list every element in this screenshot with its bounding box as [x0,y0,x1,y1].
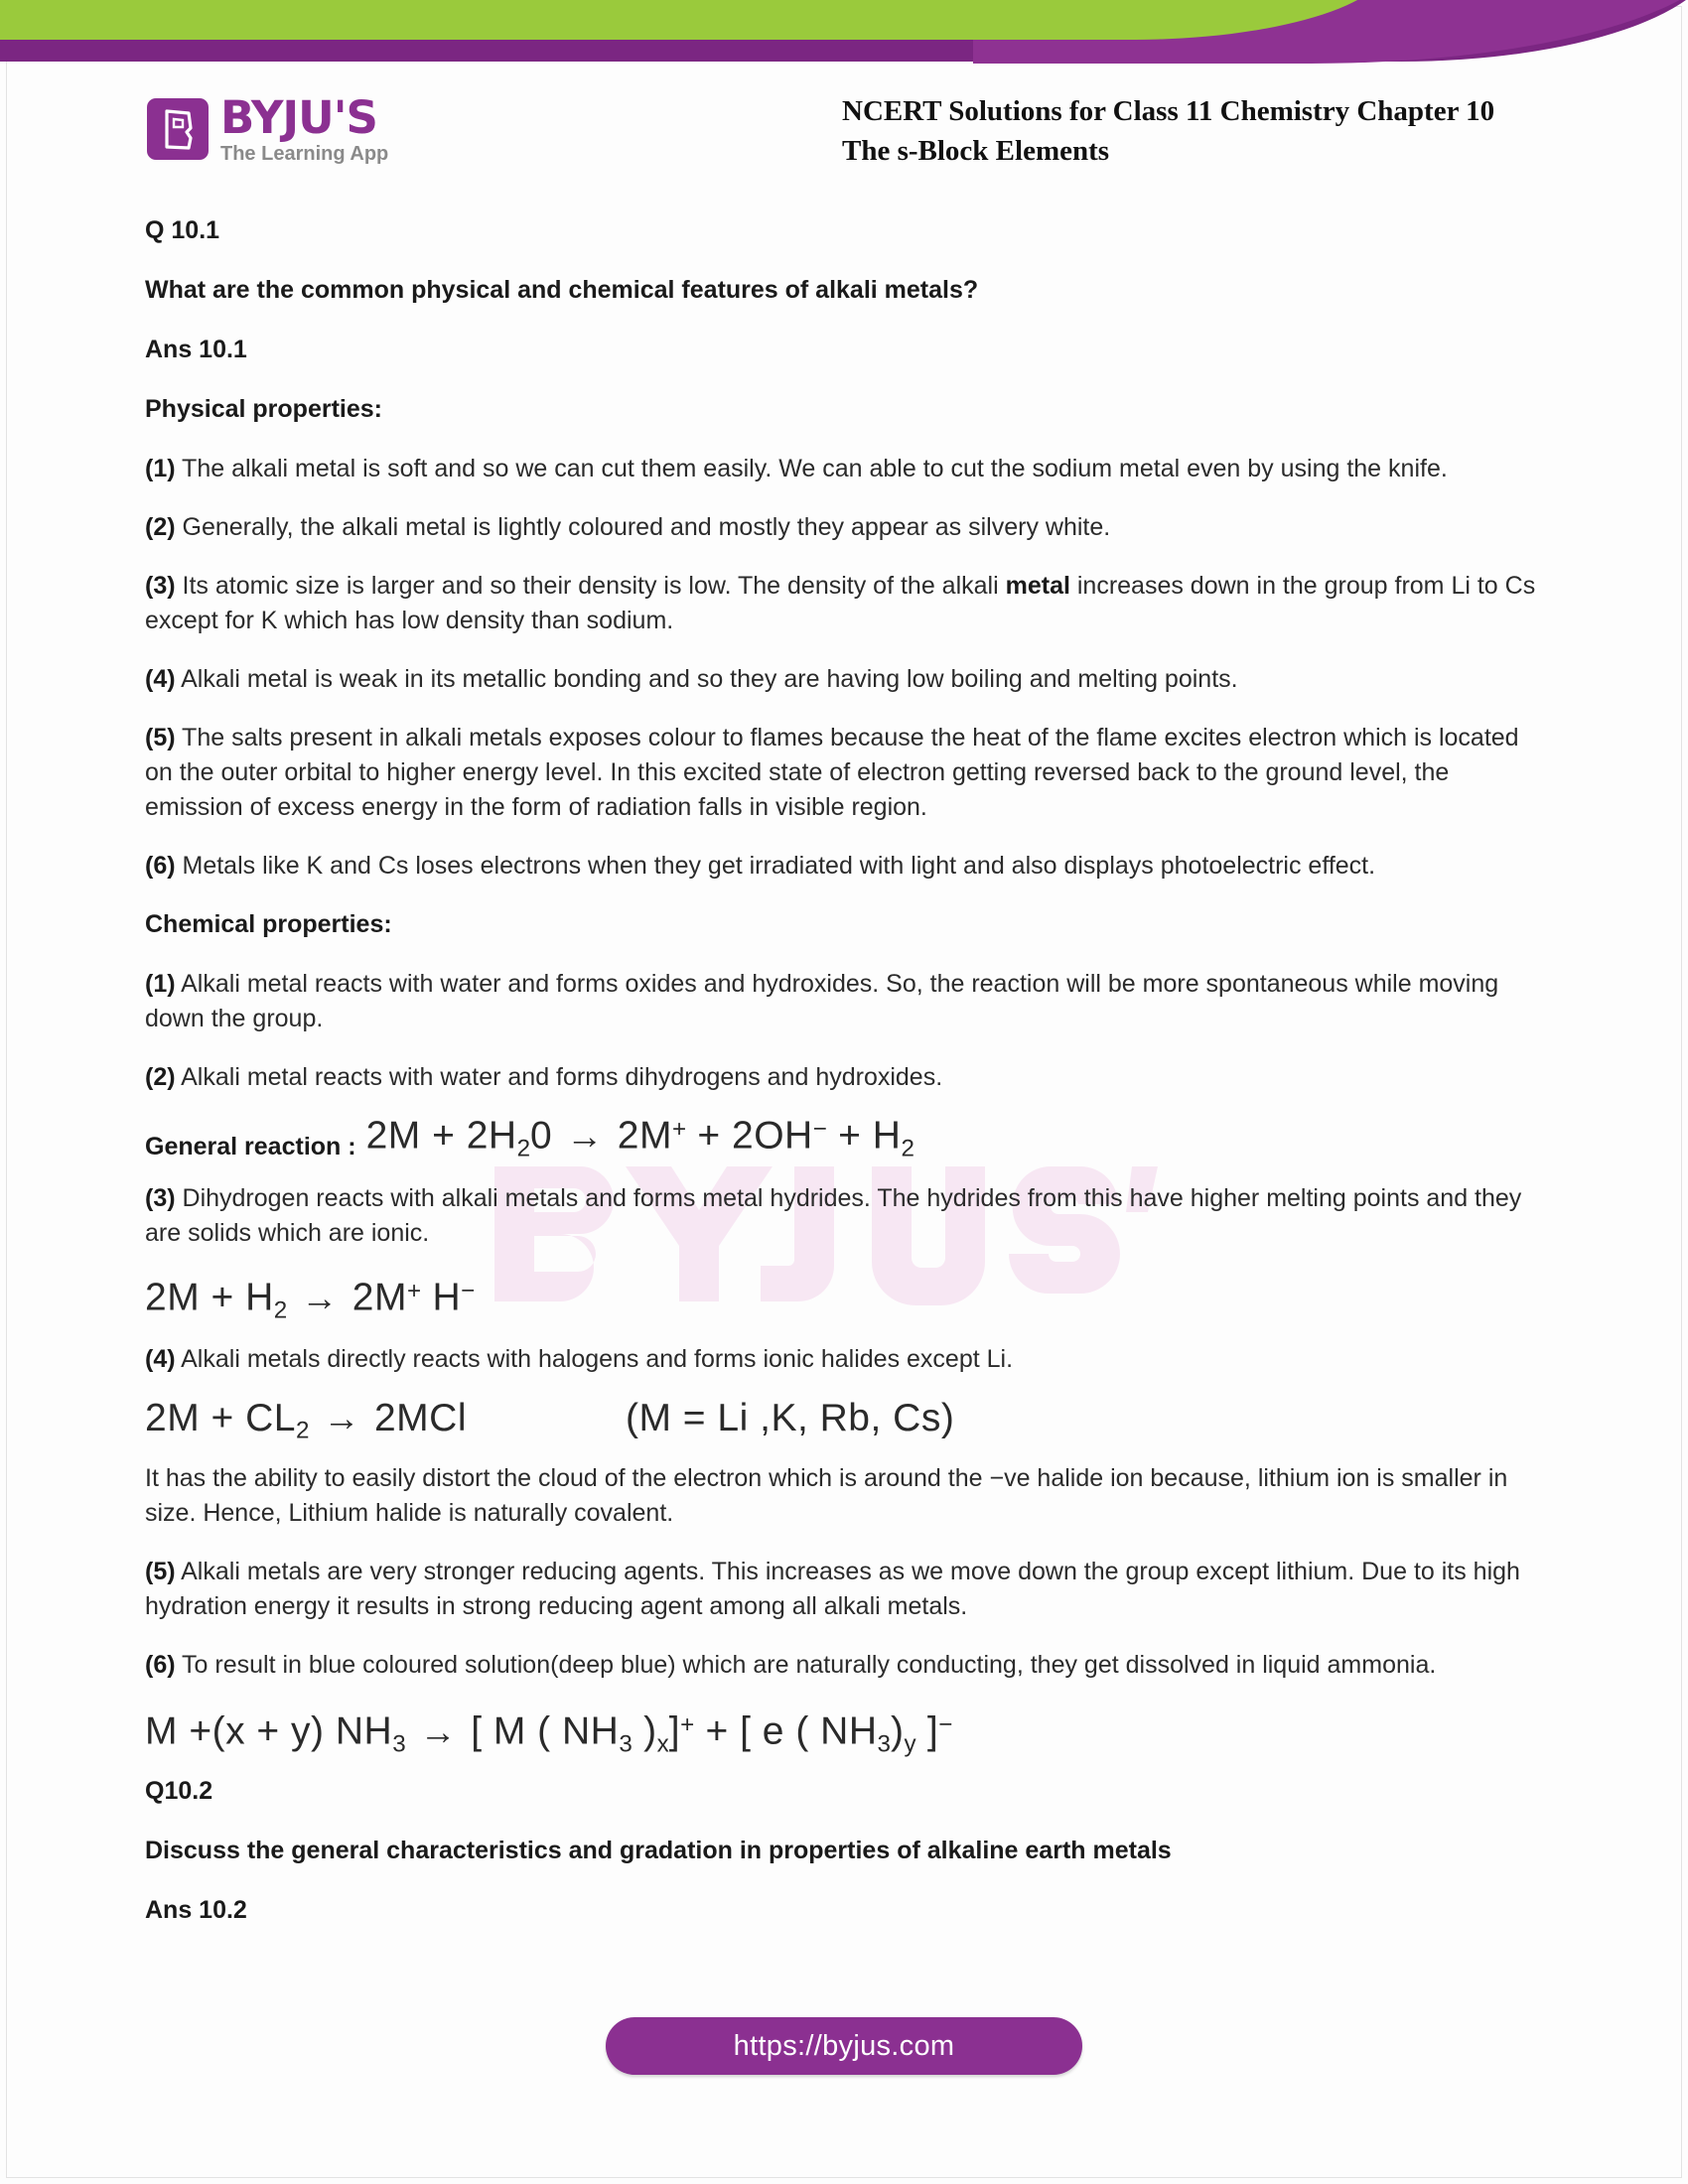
general-reaction-row [145,1111,1545,1179]
equation-hydride-lhs: 2M + H [145,1276,274,1319]
answer-2-number: Ans 10.2 [145,1895,247,1924]
equation-halide-arrow: → [323,1396,360,1438]
equation-hydride-lhs-sub: 2 [273,1297,288,1324]
equation-ammonia-rhs1-sub: 3 [619,1730,633,1758]
byjus-logo-mark-icon [147,98,209,160]
equation-ammonia-rhs1: [ M ( NH [471,1709,620,1753]
equation-water-rhs3-sub: 2 [901,1135,914,1162]
answer-1-number: Ans 10.1 [145,336,247,363]
equation-ammonia-rhs3-sup: + [680,1711,695,1739]
physical-item-5 [145,721,1545,825]
equation-water-lhs-rest: 0 [530,1114,553,1158]
physical-item-1-text: The alkali metal is soft and so we can cut them easily. We can able to cut the sodium metal even by using the knife. [175,455,1448,482]
chemical-item-2 [145,1060,1545,1095]
chemical-item-5-marker: (5) [145,1558,176,1586]
logo-wordmark: BYJU'S [220,91,377,144]
physical-item-4-text: Alkali metal is weak in its metallic bonding and so they are having low boiling and melting points. [175,665,1238,693]
physical-item-1 [145,452,1545,486]
equation-halide-condition: (M = Li ,K, Rb, Cs) [626,1396,955,1439]
chemical-item-5-text: Alkali metals are very stronger reducing agents. This increases as we move down the group except lithium. Due to its high hydration energy it results in strong reducing agent among all alkali metals. [145,1558,1520,1621]
equation-ammonia-lhs-sub: 3 [392,1730,406,1758]
chemical-item-6-marker: (6) [145,1651,176,1680]
physical-item-3-link[interactable]: metal [1005,572,1070,600]
question-1-text: What are the common physical and chemical features of alkali metals? [145,276,979,304]
physical-item-2-marker: (2) [145,513,176,541]
chemical-item-4-marker: (4) [145,1344,176,1373]
equation-ammonia-rhs4: + [ e ( NH [694,1709,878,1753]
chemical-item-5 [145,1555,1545,1624]
byjus-logo [147,91,389,165]
equation-ammonia-lhs: M +(x + y) NH [145,1709,393,1753]
physical-item-6 [145,849,1545,884]
chemical-item-1-marker: (1) [145,970,176,998]
logo-tagline: The Learning App [220,143,389,165]
chemical-item-1-text: Alkali metal reacts with water and forms oxides and hydroxides. So, the reaction will be more spontaneous while moving down the group. [145,970,1499,1032]
equation-halide [145,1393,1545,1456]
general-reaction-label: General reaction : [145,1132,356,1160]
physical-item-3 [145,569,1545,638]
physical-item-5-marker: (5) [145,724,176,751]
physical-item-3-marker: (3) [145,572,176,600]
equation-hydride-arrow: → [301,1276,339,1318]
equation-ammonia-rhs6-sup: − [938,1711,953,1739]
equation-ammonia-rhs2: ) [632,1709,657,1753]
physical-item-4 [145,662,1545,697]
physical-item-5-text: The salts present in alkali metals exposes colour to flames because the heat of the flame excites electron which is located on the outer orbital to higher energy level. In this excited state of electron getting reversed back to the ground level, the emission of excess energy in the form of radiation falls in visible region. [145,724,1519,821]
chemical-item-6-text: To result in blue coloured solution(deep blue) which are naturally conducting, they get dissolved in liquid ammonia. [175,1651,1437,1680]
equation-halide-lhs-sub: 2 [295,1417,310,1444]
equation-halide-lhs: 2M + CL [145,1396,296,1439]
equation-hydride-rhs2-sup: − [461,1278,476,1305]
equation-hydride [145,1267,1545,1335]
equation-water-rhs2: + 2OH [686,1114,813,1158]
document-title [842,91,1577,171]
equation-hydride-rhs2: H [421,1276,462,1319]
equation-water-rhs3: + H [826,1114,902,1158]
equation-ammonia [145,1701,1545,1769]
halide-note: It has the ability to easily distort the cloud of the electron which is around the −ve halide ion because, lithium ion is smaller in size. Hence, Lithium halide is naturally covalent. [145,1464,1508,1528]
equation-ammonia-rhs2-sub: x [656,1730,669,1758]
equation-ammonia-arrow: → [419,1709,458,1752]
physical-item-6-marker: (6) [145,852,176,880]
equation-water-rhs2-sup: − [812,1116,827,1143]
physical-item-1-marker: (1) [145,455,176,482]
equation-ammonia-rhs3: ] [668,1709,681,1753]
chemical-item-4-text: Alkali metals directly reacts with halogens and forms ionic halides except Li. [175,1344,1014,1373]
chemical-item-2-marker: (2) [145,1063,176,1091]
equation-water-lhs: 2M + 2H [365,1114,517,1158]
physical-item-4-marker: (4) [145,665,176,693]
document-body [145,213,1545,1953]
document-title-line1: NCERT Solutions for Class 11 Chemistry Chapter 10 [842,95,1495,127]
physical-item-2-text: Generally, the alkali metal is lightly coloured and mostly they appear as silvery white. [175,513,1111,541]
equation-hydride-rhs1-sup: + [406,1278,422,1305]
equation-ammonia-rhs4-sub: 3 [877,1730,891,1758]
chemical-item-3-marker: (3) [145,1184,176,1213]
chemical-item-1 [145,967,1545,1036]
chemical-item-6 [145,1648,1545,1683]
physical-item-3-text-after: increases down in the group from Li to Cs except for K which has low density than sodium. [145,572,1536,634]
byjus-url-label: https://byjus.com [733,2029,955,2062]
chemical-properties-heading: Chemical properties: [145,910,392,938]
question-1-number: Q 10.1 [145,216,220,244]
question-2-number: Q10.2 [145,1776,213,1805]
physical-properties-heading: Physical properties: [145,395,382,423]
chemical-item-3 [145,1181,1545,1251]
equation-water-arrow: → [566,1114,604,1157]
physical-item-6-text: Metals like K and Cs loses electrons when they get irradiated with light and also displays photoelectric effect. [175,852,1376,880]
question-2-text: Discuss the general characteristics and gradation in properties of alkaline earth metals [145,1836,1172,1864]
equation-water-lhs-sub: 2 [516,1135,531,1162]
green-band [0,0,1390,40]
equation-ammonia-rhs5: ) [890,1709,905,1753]
chemical-item-4 [145,1342,1545,1377]
equation-water-rhs1-sup: + [671,1116,687,1143]
physical-item-3-text-before: Its atomic size is larger and so their density is low. The density of the alkali [175,572,1006,600]
physical-item-2 [145,510,1545,545]
equation-water [366,1105,914,1173]
equation-hydride-rhs1: 2M [352,1276,407,1319]
document-title-line2: The s-Block Elements [842,135,1110,167]
equation-water-rhs1: 2M [617,1114,672,1158]
equation-ammonia-rhs6: ] [915,1709,939,1753]
equation-ammonia-rhs5-sub: y [904,1730,916,1758]
chemical-item-3-text: Dihydrogen reacts with alkali metals and forms metal hydrides. The hydrides from this have higher melting points and they are solids which are ionic. [145,1184,1522,1248]
chemical-item-2-text: Alkali metal reacts with water and forms dihydrogens and hydroxides. [175,1063,943,1091]
byjus-url-button[interactable] [606,2017,1082,2075]
equation-halide-rhs: 2MCl [373,1396,467,1439]
